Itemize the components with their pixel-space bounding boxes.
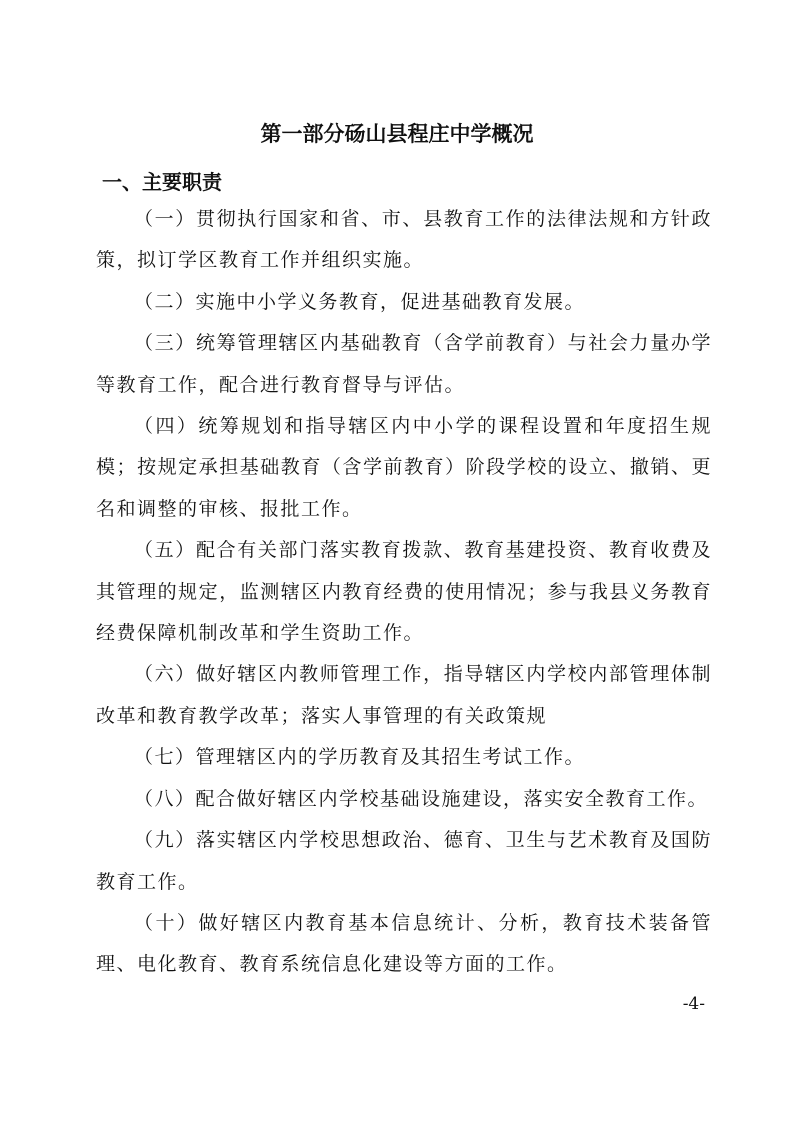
paragraph-7: （七）管理辖区内的学历教育及其招生考试工作。: [134, 746, 586, 769]
paragraph-10: （十）做好辖区内教育基本信息统计、分析，教育技术装备管理、电化教育、教育系统信息化建设等方面的工作。: [96, 911, 712, 976]
page-number: -4-: [682, 994, 705, 1014]
section-heading: 一、主要职责: [102, 170, 222, 194]
paragraph-9: （九）落实辖区内学校思想政治、德育、卫生与艺术教育及国防教育工作。: [96, 829, 712, 893]
paragraph-3: （三）统筹管理辖区内基础教育（含学前教育）与社会力量办学等教育工作，配合进行教育督导与评估。: [96, 332, 712, 396]
paragraph-6: （六）做好辖区内教师管理工作，指导辖区内学校内部管理体制改革和教育教学改革；落实人事管理的有关政策规: [96, 663, 712, 727]
paragraph-5: （五）配合有关部门落实教育拨款、教育基建投资、教育收费及其管理的规定，监测辖区内教育经费的使用情况；参与我县义务教育经费保障机制改革和学生资助工作。: [96, 539, 712, 645]
paragraph-4: （四）统筹规划和指导辖区内中小学的课程设置和年度招生规模；按规定承担基础教育（含学前教育）阶段学校的设立、撤销、更名和调整的审核、报批工作。: [96, 415, 712, 520]
paragraph-1: （一）贯彻执行国家和省、市、县教育工作的法律法规和方针政策，拟订学区教育工作并组织实施。: [96, 208, 712, 272]
document-body: [96, 199, 712, 986]
paragraph-2: （二）实施中小学义务教育，促进基础教育发展。: [134, 290, 586, 313]
paragraph-8: （八）配合做好辖区内学校基础设施建设，落实安全教育工作。: [134, 787, 709, 810]
document-title: 第一部分砀山县程庄中学概况: [260, 122, 534, 146]
